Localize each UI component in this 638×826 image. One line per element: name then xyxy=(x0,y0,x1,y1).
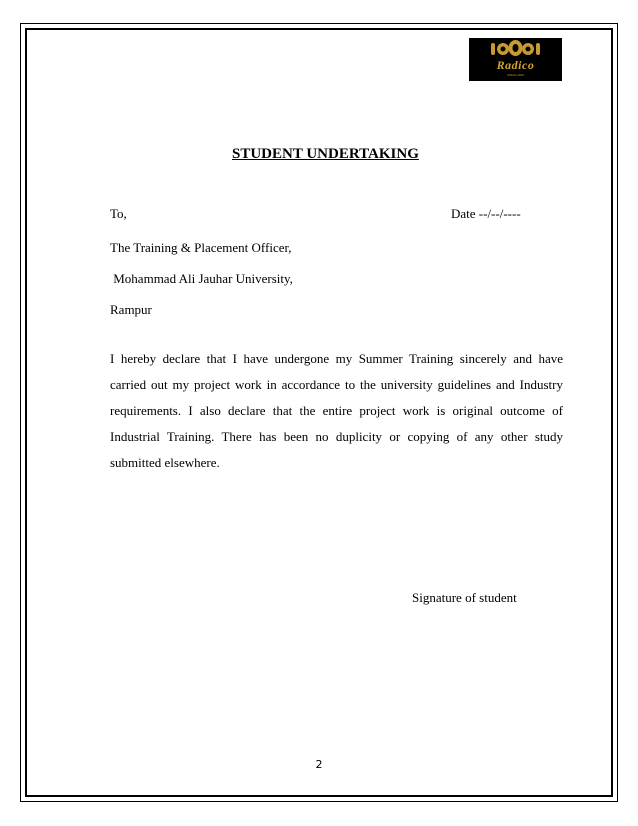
salutation-to: To, xyxy=(110,206,127,221)
logo-brand-text: Radico xyxy=(496,58,535,72)
page-number: 2 xyxy=(315,758,323,771)
signature-label: Signature of student xyxy=(412,590,517,605)
recipient-title: The Training & Placement Officer, xyxy=(110,240,292,255)
company-logo xyxy=(469,38,562,81)
declaration-paragraph: I hereby declare that I have undergone my Summer Training sincerely and have carried out my project work in accordance to the university guidelines and Industry requirements. I also declare that the entire project work is original outcome of Industrial Training. There has been no duplicity or copying of any other study submitted elsewhere. xyxy=(110,351,563,470)
logo-tagline: SINCE 1943 xyxy=(507,73,524,77)
page-title: STUDENT UNDERTAKING xyxy=(232,146,419,162)
recipient-university: Mohammad Ali Jauhar University, xyxy=(110,271,293,286)
recipient-city: Rampur xyxy=(110,302,152,317)
date-field: Date --/--/---- xyxy=(451,206,521,221)
